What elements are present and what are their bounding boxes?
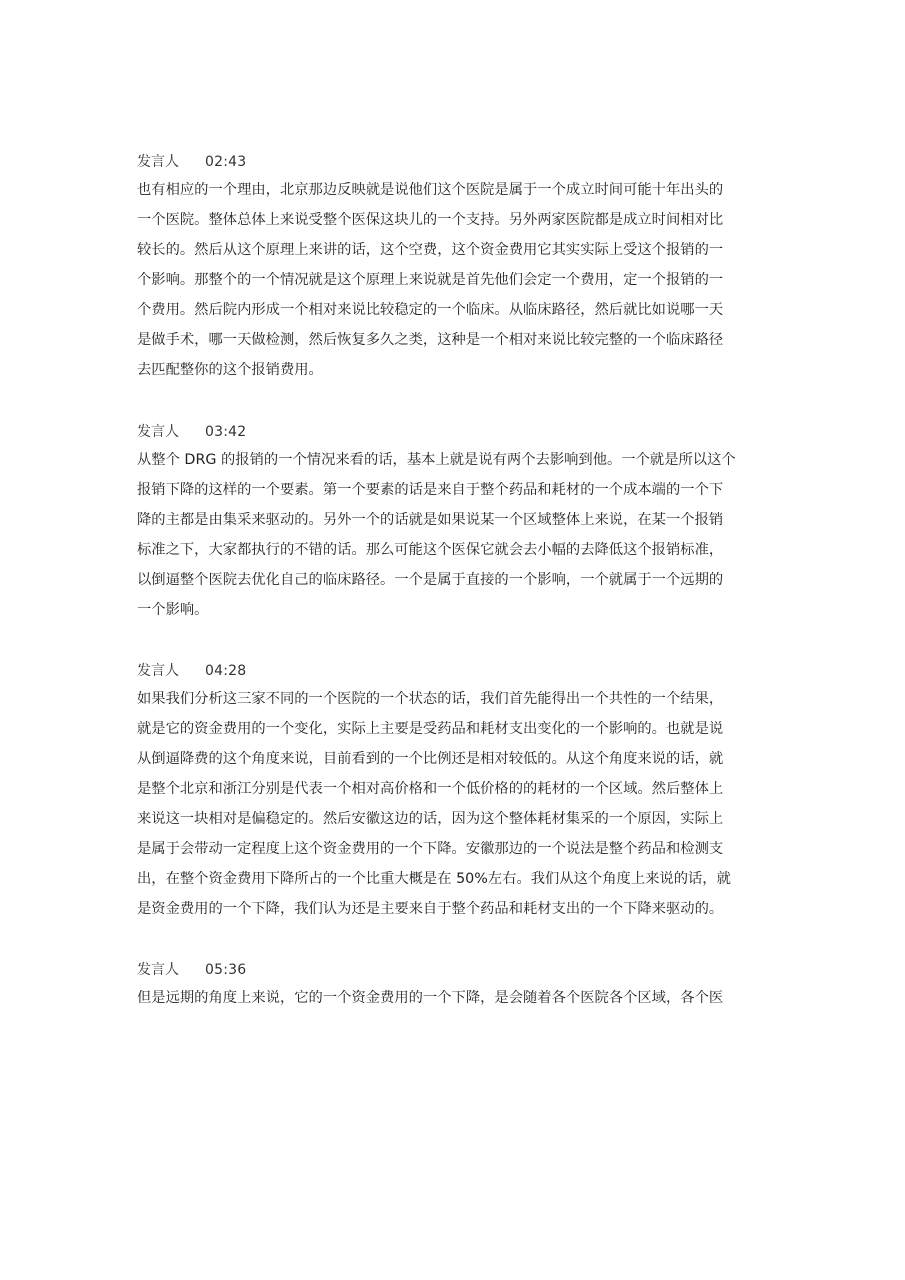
transcript-segment-3 [137,659,769,924]
timestamp: 04:28 [205,663,247,679]
timestamp: 05:36 [205,962,247,978]
paragraph-line: 以倒逼整个医院去优化自己的临床路径。一个是属于直接的一个影响，一个就属于一个远期的 [137,572,724,588]
paragraph-line: 如果我们分析这三家不同的一个医院的一个状态的话，我们首先能得出一个共性的一个结果， [137,691,724,707]
paragraph-line: 从整个 DRG 的报销的一个情况来看的话，基本上就是说有两个去影响到他。一个就是所以这个 [137,452,736,468]
speaker-name: 发言人 [137,154,179,170]
paragraph-line: 去匹配整你的这个报销费用。 [137,362,323,378]
timestamp: 03:42 [205,424,247,440]
transcript-paragraph [137,445,769,625]
paragraph-line: 一个影响。 [137,602,209,618]
paragraph-line: 出，在整个资金费用下降所占的一个比重大概是在 50%左右。我们从这个角度上来说的话，就 [137,871,731,887]
transcript-page [137,150,769,1047]
paragraph-line: 是资金费用的一个下降，我们认为还是主要来自于整个药品和耗材支出的一个下降来驱动的。 [137,901,724,917]
paragraph-line: 是属于会带动一定程度上这个资金费用的一个下降。安徽那边的一个说法是整个药品和检测支 [137,841,724,857]
paragraph-line: 从倒逼降费的这个角度来说，目前看到的一个比例还是相对较低的。从这个角度来说的话，就 [137,751,724,767]
paragraph-line: 降的主都是由集采来驱动的。另外一个的话就是如果说某一个区域整体上来说，在某一个报销 [137,512,724,528]
speaker-header [137,420,769,444]
paragraph-line: 是整个北京和浙江分别是代表一个相对高价格和一个低价格的的耗材的一个区域。然后整体上 [137,781,724,797]
speaker-header [137,659,769,683]
paragraph-line: 个影响。那整个的一个情况就是这个原理上来说就是首先他们会定一个费用，定一个报销的一 [137,272,724,288]
paragraph-line: 但是远期的角度上来说，它的一个资金费用的一个下降，是会随着各个医院各个区域，各个医 [137,990,724,1006]
paragraph-line: 就是它的资金费用的一个变化，实际上主要是受药品和耗材支出变化的一个影响的。也就是说 [137,721,724,737]
speaker-header [137,958,769,982]
speaker-name: 发言人 [137,424,179,440]
speaker-name: 发言人 [137,962,179,978]
transcript-paragraph [137,684,769,924]
paragraph-line: 报销下降的这样的一个要素。第一个要素的话是来自于整个药品和耗材的一个成本端的一个下 [137,482,724,498]
paragraph-line: 来说这一块相对是偏稳定的。然后安徽这边的话，因为这个整体耗材集采的一个原因，实际上 [137,811,724,827]
transcript-paragraph [137,175,769,385]
transcript-segment-1 [137,150,769,385]
paragraph-line: 较长的。然后从这个原理上来讲的话，这个空费，这个资金费用它其实实际上受这个报销的一 [137,242,724,258]
transcript-paragraph [137,983,769,1013]
paragraph-line: 一个医院。整体总体上来说受整个医保这块儿的一个支持。另外两家医院都是成立时间相对比 [137,212,724,228]
paragraph-line: 是做手术，哪一天做检测，然后恢复多久之类，这种是一个相对来说比较完整的一个临床路径 [137,332,724,348]
paragraph-line: 也有相应的一个理由，北京那边反映就是说他们这个医院是属于一个成立时间可能十年出头的 [137,182,724,198]
speaker-name: 发言人 [137,663,179,679]
speaker-header [137,150,769,174]
transcript-segment-2 [137,420,769,625]
paragraph-line: 个费用。然后院内形成一个相对来说比较稳定的一个临床。从临床路径，然后就比如说哪一天 [137,302,724,318]
timestamp: 02:43 [205,154,247,170]
transcript-segment-4 [137,958,769,1013]
paragraph-line: 标准之下，大家都执行的不错的话。那么可能这个医保它就会去小幅的去降低这个报销标准， [137,542,724,558]
